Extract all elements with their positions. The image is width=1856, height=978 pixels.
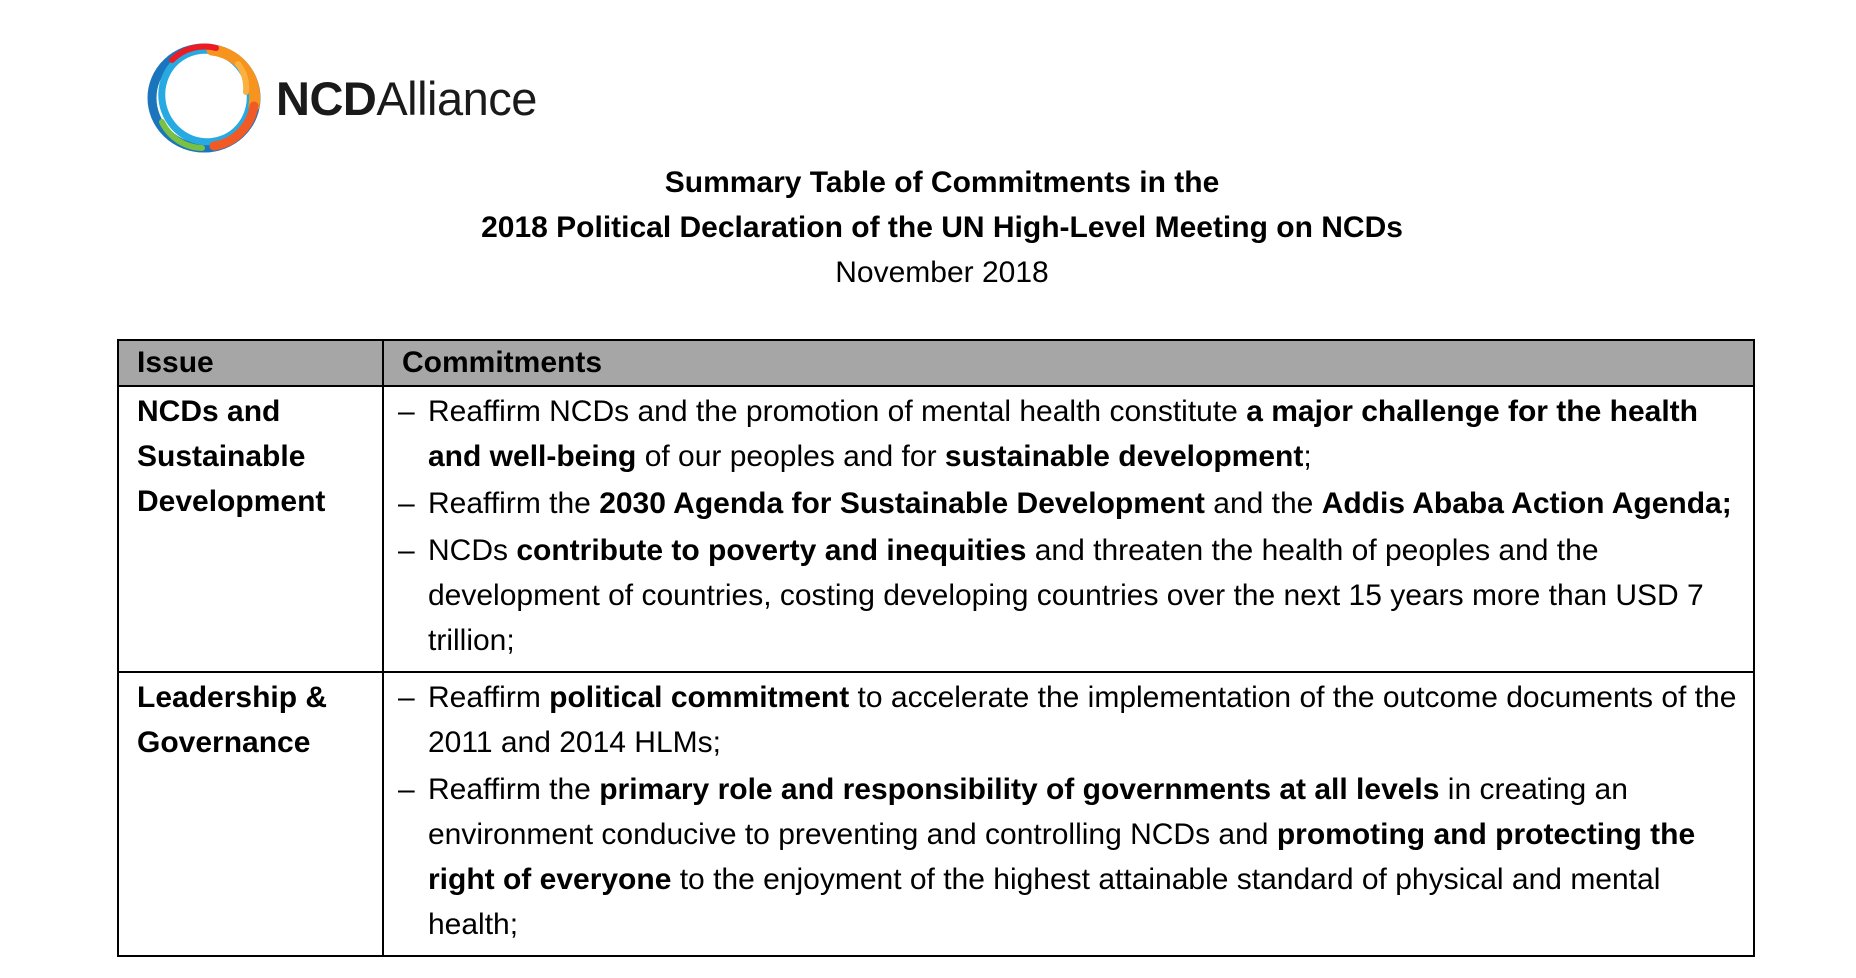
commitment-item (398, 481, 1745, 526)
commitment-list (398, 389, 1745, 663)
dash-bullet-icon: – (398, 487, 415, 520)
commitments-cell (383, 672, 1754, 956)
logo-wordmark: NCDAlliance (276, 71, 537, 125)
bold-text: promoting and protecting the right of everyone (428, 818, 1696, 896)
issue-line: Governance (137, 726, 311, 759)
text-segment: ; (1303, 440, 1312, 473)
table-body (118, 386, 1754, 956)
text-segment: NCDs (428, 534, 517, 567)
commitment-list (398, 675, 1745, 947)
bold-text: contribute to poverty and inequities (516, 534, 1027, 567)
table-row (118, 672, 1754, 956)
table-row (118, 386, 1754, 672)
ncd-alliance-ring-logo-icon (142, 38, 266, 158)
table-header-row (118, 340, 1754, 386)
issue-cell (118, 672, 383, 956)
text-segment: to the enjoyment of the highest attainable standard of physical and mental health; (428, 863, 1661, 941)
bold-text: sustainable development (944, 440, 1304, 473)
commitment-item (398, 528, 1745, 663)
bold-text: 2030 Agenda for Sustainable Development (599, 487, 1205, 520)
issue-line: Sustainable (137, 440, 306, 473)
text-segment: Reaffirm the (428, 487, 600, 520)
text-segment: Reaffirm the (428, 773, 600, 806)
commitment-item (398, 675, 1745, 765)
dash-bullet-icon: – (398, 395, 415, 428)
issue-line: Development (137, 485, 326, 518)
document-date: November 2018 (835, 256, 1049, 289)
dash-bullet-icon: – (398, 534, 415, 567)
bold-text: primary role and responsibility of governments at all levels (599, 773, 1440, 806)
header-issue: Issue (118, 340, 383, 386)
commitments-cell (383, 386, 1754, 672)
bold-text: Addis Ababa Action Agenda; (1321, 487, 1732, 520)
header-commitments: Commitments (383, 340, 1754, 386)
issue-line: NCDs and (137, 395, 281, 428)
text-segment: and threaten the health of peoples and the development of countries, costing developing countries over the next 15 years more than USD 7 trillion; (428, 534, 1704, 657)
text-segment: Reaffirm NCDs and the promotion of mental health constitute (428, 395, 1247, 428)
text-segment: of our peoples and for (636, 440, 945, 473)
dash-bullet-icon: – (398, 773, 415, 806)
dash-bullet-icon: – (398, 681, 415, 714)
text-segment: in creating an environment conducive to preventing and controlling NCDs and (428, 773, 1628, 851)
bold-text: a major challenge for the health and well-being (428, 395, 1698, 473)
text-segment: and the (1204, 487, 1322, 520)
commitment-item (398, 767, 1745, 947)
bold-text: political commitment (549, 681, 850, 714)
document-title-block (0, 160, 1856, 295)
text-segment: to accelerate the implementation of the outcome documents of the 2011 and 2014 HLMs; (428, 681, 1737, 759)
commitment-item (398, 389, 1745, 479)
title-line-1: Summary Table of Commitments in the (664, 166, 1220, 199)
issue-line: Leadership & (137, 681, 328, 714)
issue-cell (118, 386, 383, 672)
commitments-table (117, 339, 1755, 957)
title-line-2: 2018 Political Declaration of the UN High-Level Meeting on NCDs (481, 211, 1403, 244)
ncd-alliance-logo (142, 38, 582, 158)
text-segment: Reaffirm (428, 681, 550, 714)
